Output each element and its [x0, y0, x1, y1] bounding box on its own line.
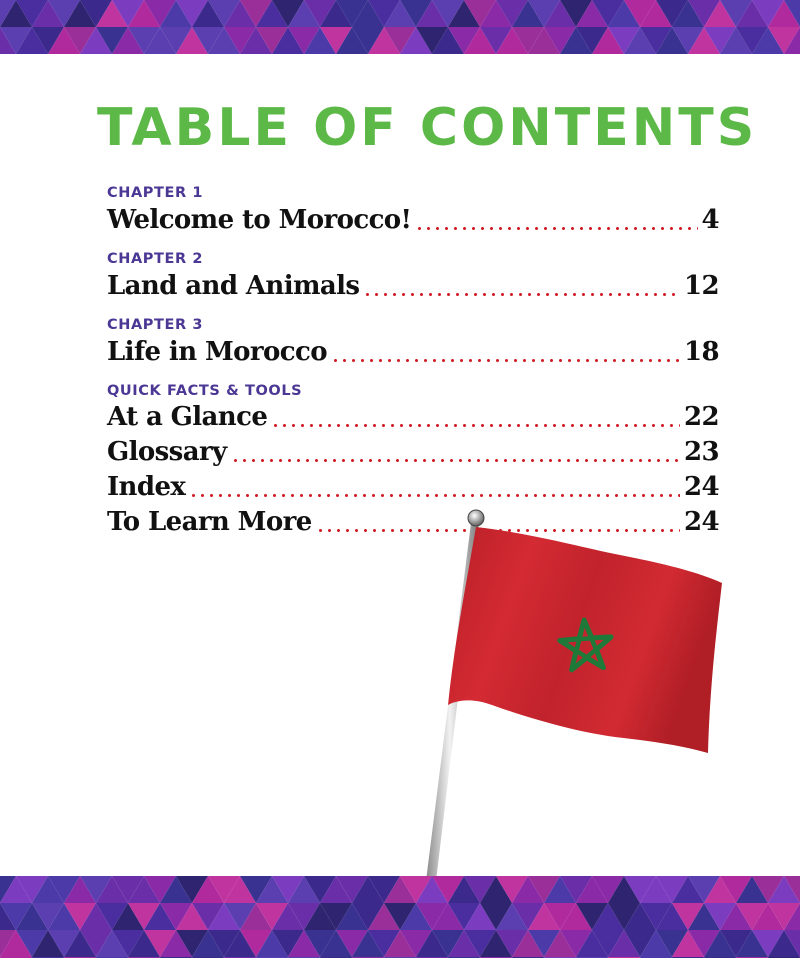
chapter-2-block	[107, 250, 719, 304]
moroccan-flag-illustration	[410, 505, 730, 885]
table-of-contents	[107, 184, 719, 540]
dot-leader	[271, 424, 680, 427]
dot-leader	[231, 459, 680, 462]
chapter-label: CHAPTER 1	[107, 185, 204, 201]
entry-page: 18	[684, 337, 719, 367]
dot-leader	[331, 359, 680, 362]
page-title: TABLE OF CONTENTS	[97, 98, 758, 158]
entry-title: To Learn More	[107, 507, 312, 537]
dot-leader	[363, 293, 680, 296]
chapter-label: CHAPTER 3	[107, 317, 204, 333]
entry-title: At a Glance	[107, 402, 268, 432]
toc-entry[interactable]	[107, 435, 719, 470]
toc-entry[interactable]	[107, 268, 719, 304]
toc-entry[interactable]	[107, 334, 719, 370]
entry-page: 24	[684, 472, 719, 502]
entry-page: 23	[684, 437, 719, 467]
entry-title: Index	[107, 472, 186, 502]
entry-title: Land and Animals	[107, 271, 360, 301]
bottom-pattern-border	[0, 876, 800, 958]
top-pattern-border	[0, 0, 800, 54]
toc-entry[interactable]	[107, 470, 719, 505]
entry-page: 24	[684, 507, 719, 537]
pole-knob	[468, 510, 484, 526]
triangle-pattern	[0, 876, 800, 958]
toc-entry[interactable]	[107, 400, 719, 435]
toc-entry[interactable]	[107, 202, 719, 238]
entry-title: Welcome to Morocco!	[107, 205, 412, 235]
dot-leader	[189, 494, 680, 497]
entry-title: Glossary	[107, 437, 227, 467]
entry-page: 22	[684, 402, 719, 432]
chapter-1-block	[107, 184, 719, 238]
section-label: QUICK FACTS & TOOLS	[107, 383, 303, 399]
chapter-label: CHAPTER 2	[107, 251, 204, 267]
chapter-3-block	[107, 316, 719, 370]
triangle-pattern	[0, 0, 800, 54]
entry-title: Life in Morocco	[107, 337, 327, 367]
dot-leader	[415, 227, 697, 230]
entry-page: 4	[701, 205, 719, 235]
entry-page: 12	[684, 271, 719, 301]
